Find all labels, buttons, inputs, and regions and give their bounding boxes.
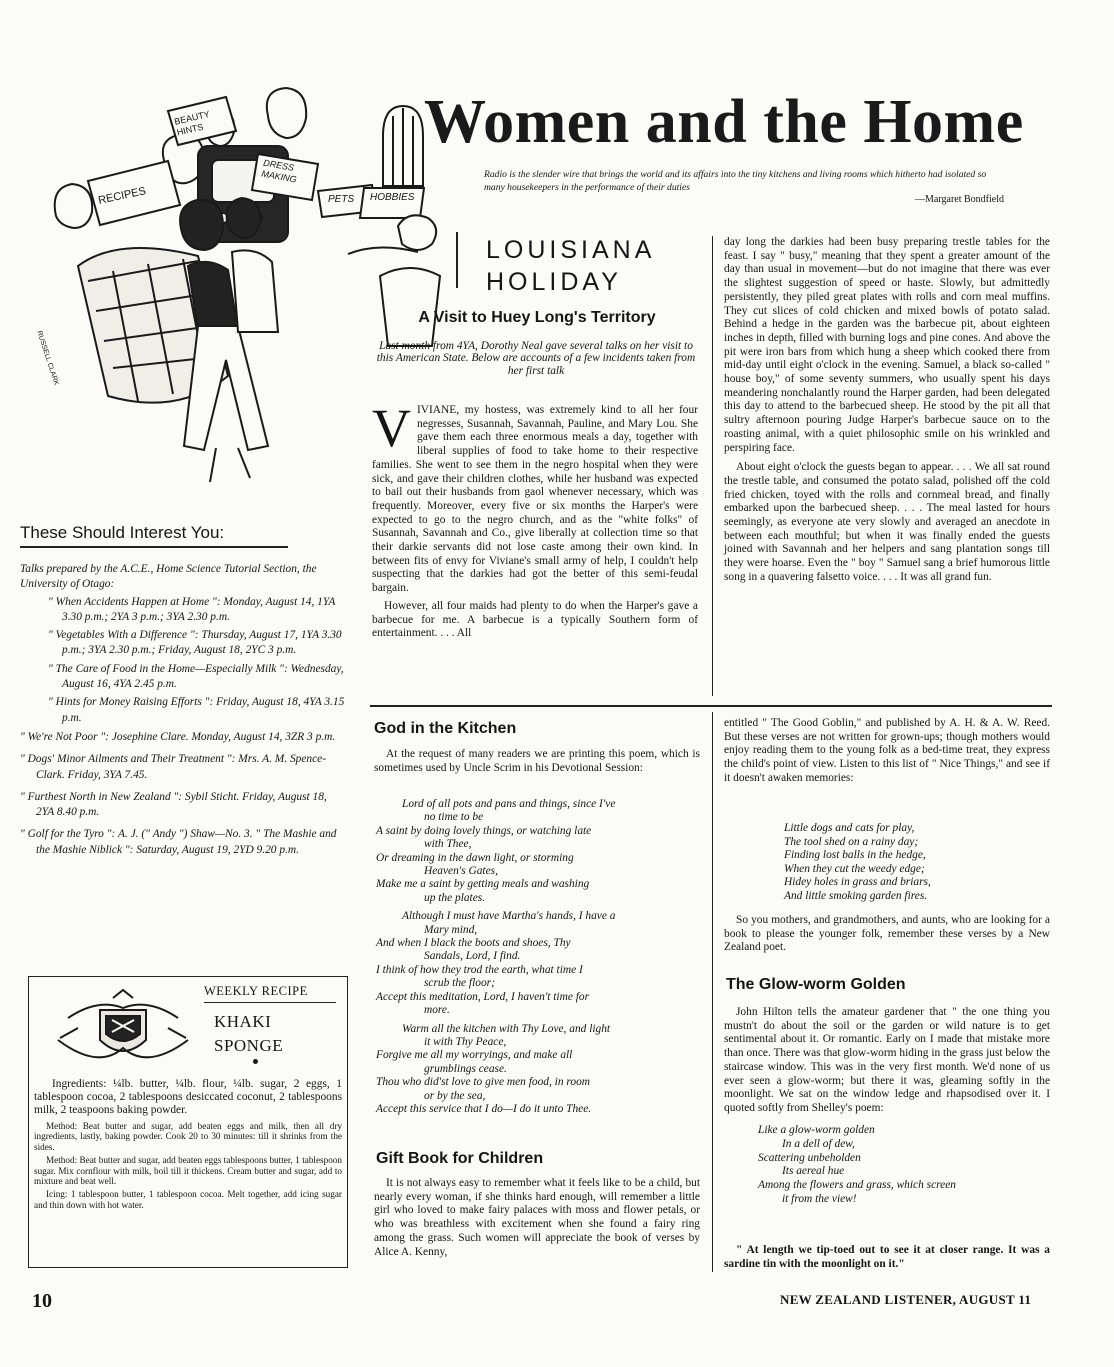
recipe-ingredients: Ingredients: ¼lb. butter, ¼lb. flour, ¼lb. sugar, 2 eggs, 1 tablespoon cocoa, 2 tablespoons desiccated coconut, 2 tablespoons milk, 2 teaspoons baking powder.	[34, 1078, 342, 1116]
poem-line: And when I black the boots and shoes, Thy	[376, 937, 571, 950]
recipe-label-rule	[204, 1002, 336, 1003]
god-in-kitchen-heading: God in the Kitchen	[374, 720, 517, 737]
poem-line: Accept this service that I do—I do it unto Thee.	[376, 1102, 592, 1115]
radio-talks-list	[20, 562, 346, 865]
poem-line: or by the sea,	[424, 1089, 486, 1102]
gift-book-continued: entitled " The Good Goblin," and published by A. H. & A. W. Reed. But these verses are not written for grown-ups; though mothers would enjoy reading them to the young folk as a bed-time treat, they express the child's point of view. Listen to this list of " Nice Things," and see if it doesn't awaken memories:	[724, 717, 1050, 784]
poem-line: Mary mind,	[424, 923, 478, 936]
poem-line: The tool shed on a rainy day;	[784, 835, 919, 848]
poem-line: A saint by doing lovely things, or watching late	[376, 824, 592, 837]
poem-stanza	[376, 910, 702, 1017]
louisiana-heading-rule	[456, 232, 458, 288]
poem-line: scrub the floor;	[424, 977, 495, 990]
louisiana-paragraph-2: However, all four maids had plenty to do when the Harper's gave a barbecue for me. A barbecue is a typically Southern form of entertainment. . . . All	[372, 599, 698, 640]
article-intro: Last month from 4YA, Dorothy Neal gave several talks on her visit to this American State. Below are accounts of a few incidents taken from her first talk	[376, 340, 696, 377]
recipe-method-1: Method: Beat butter and sugar, add beaten eggs and milk, then all dry ingredients, lastly, baking powder. Cook 20 to 30 minutes: till it shrinks from the sides.	[34, 1121, 342, 1152]
column-divider	[712, 236, 713, 696]
god-in-kitchen-intro: At the request of many readers we are printing this poem, which is sometimes used by Uncle Scrim in his Devotional Session:	[374, 748, 700, 774]
gift-book-heading: Gift Book for Children	[376, 1150, 544, 1167]
recipe-title-line-2: SPONGE	[214, 1036, 284, 1055]
poem-line: Finding lost balls in the hedge,	[784, 849, 926, 862]
poem-line: Sandals, Lord, I find.	[424, 950, 521, 963]
poem-line: with Thee,	[424, 838, 472, 851]
publication-footer: NEW ZEALAND LISTENER, AUGUST 11	[780, 1292, 1032, 1307]
poem-line: it from the view!	[782, 1192, 857, 1205]
louisiana-paragraph-3: day long the darkies had been busy preparing trestle tables for the feast. I say " busy," meaning that they spent a greater amount of the day than usual in movement—but do not imagine that there was ever the slightest suggestion of speed or haste. Slowly, but admittedly persistently, they piled great plates with rolls and corn meal muffins. They cut slices of cold chicken and mixed bowls of potato salad. Behind a hedge in the garden was the barbecue pit, about eighteen inches in depth, filled with burning logs and pine cones. And above the pit were iron bars from which hung a sheep which cooked there from mid-day until eight o'clock in the evening. Samuel, a black so-called " house boy," of some seventy summers, who usually spent his days meandering nonchalantly round the Harper garden, had been delegated this day to attend to the barbecued sheep. He stood by the pit all that sultry afternoon pouring Judge Harper's barbecue sauce on to the roasting animal, with a quiet philosophic smile on his wrinkled and perspiring face.	[724, 236, 1050, 454]
illustration-label-pets: PETS	[328, 194, 355, 205]
interest-heading-underline	[20, 546, 288, 548]
recipe-method-2: Method: Beat butter and sugar, add beaten eggs tablespoons butter, 1 tablespoon sugar. Mix cornflour with milk, boil till it thickens. Cream butter and sugar, add to mixture and beat well.	[34, 1155, 342, 1187]
recipe-title-line-1: KHAKI	[214, 1012, 272, 1031]
list-item: " Furthest North in New Zealand ": Sybil Sticht. Friday, August 18, 2YA 8.40 p.m.	[20, 790, 327, 819]
poem-line: more.	[424, 1004, 450, 1017]
list-item: " Hints for Money Raising Efforts ": Friday, August 18, 4YA 3.15 p.m.	[48, 696, 345, 724]
nice-things-poem	[784, 822, 1024, 904]
poem-line: Warm all the kitchen with Thy Love, and light	[402, 1022, 611, 1035]
illustration-signature: RUSSELL CLARK	[35, 330, 60, 387]
poem-line: Although I must have Martha's hands, I have a	[402, 910, 616, 923]
poem-line: I think of how they trod the earth, what time I	[376, 963, 583, 976]
poem-line: Forgive me all my worryings, and make all	[376, 1049, 573, 1062]
poem-stanza	[376, 798, 702, 905]
poem-line: Little dogs and cats for play,	[784, 822, 915, 834]
glow-worm-ending: " At length we tip-toed out to see it at closer range. It was a sardine tin with the moonlight on it."	[724, 1244, 1050, 1270]
drop-cap: V	[372, 398, 411, 458]
poem-line: grumblings cease.	[424, 1062, 507, 1075]
poem-line: Scattering unbeholden	[758, 1151, 861, 1164]
illustration-label-recipes: RECIPES	[97, 185, 148, 207]
poem-line: up the plates.	[424, 891, 486, 904]
illustration-label-dress-making: DRESS MAKING	[260, 157, 298, 185]
louisiana-paragraph-1: IVIANE, my hostess, was extremely kind to all her four negresses, Susannah, Savannah, Pauline, and Mary Lou. She gave them each three enormous meals a day, together with liberal supplies of food to take home to their respective families. She went to see them in the negro hospital when they were sick, and gave their children clothes, while her husband was expected to bail out their husbands from gaol whenever necessary, which was frequently. Moreover, every five or six months the Harper's were expected to go to the negro church, and as the "white folks" of Susannah, Savannah and Co., give liberally at collection time so that their darkie servants did not lose caste among their own kind. In between fits of envy for Viviane's small army of help, I couldn't help suspecting that the darkies had got the better of this semi-feudal bargain.	[372, 404, 698, 595]
recipe-bullet-icon	[253, 1059, 258, 1064]
list-item: " We're Not Poor ": Josephine Clare. Monday, August 14, 3ZR 3 p.m.	[20, 730, 336, 743]
list-item: " Golf for the Tyro ": A. J. (" Andy ") Shaw—No. 3. " The Mashie and the Mashie Niblick ": Saturday, August 19, 2YD 9.20 p.m.	[20, 828, 337, 856]
shelley-poem	[758, 1124, 1048, 1207]
gift-book-closing: So you mothers, and grandmothers, and aunts, who are looking for a book to please the younger folk, remember these verses by a New Zealand poet.	[724, 914, 1050, 954]
poem-line: Heaven's Gates,	[424, 865, 498, 878]
gift-book-body: It is not always easy to remember what it feels like to be a child, but nearly every woman, if she thinks hard enough, will remember a little girl who loved to make fairy palaces with moss and flower petals, or who was breathless with excitement when she found a fairy ring among the grass. Such women will appreciate the book of verses by Alice A. Kenny,	[374, 1177, 700, 1258]
poem-line: And little smoking garden fires.	[784, 889, 928, 902]
interest-heading: These Should Interest You:	[20, 523, 225, 542]
poem-line: it with Thy Peace,	[424, 1035, 507, 1048]
poem-stanza	[376, 1022, 702, 1117]
page-title: Women and the Home	[424, 88, 1024, 156]
article-title-line-1: LOUISIANA	[486, 236, 656, 264]
poem-line: Like a glow-worm golden	[758, 1124, 875, 1136]
poem-line: Lord of all pots and pans and things, since I've	[402, 798, 616, 810]
glow-worm-body: John Hilton tells the amateur gardener that " the one thing you mustn't do about the soil or the garden or wild nature is to get sentimental about it. Or romantic. Early on I made that mistake more than once. There was that glow-worm hiding in the grass just below the staircase window. This was in the very first month. We'd none of us ever seen a glow-worm; but there it was, gleaming softly in the moonlight. We sat on the window ledge and rhapsodised over it. I quoted softly from Shelley's poem:	[724, 1006, 1050, 1114]
article-subtitle: A Visit to Huey Long's Territory	[418, 309, 656, 326]
list-item: " Vegetables With a Difference ": Thursday, August 17, 1YA 3.30 p.m.; 3YA 2.30 p.m.; Friday, August 18, 2YC 3 p.m.	[48, 629, 342, 657]
recipe-body	[34, 1078, 342, 1210]
article-title-line-2: HOLIDAY	[486, 268, 622, 296]
recipe-title	[214, 1010, 283, 1058]
kitchen-poem	[376, 798, 702, 1121]
poem-line: Accept this meditation, Lord, I haven't time for	[376, 990, 590, 1003]
louisiana-column-2	[724, 236, 1050, 589]
louisiana-paragraph-4: About eight o'clock the guests began to appear. . . . We all sat round the trestle table, and consumed the potato salad, polished off the cold fried chicken, toyed with the rolls and cornmeal bread, and finally embarked upon the barbecued sheep. . . . The meal lasted for hours seemingly, as everyone ate very slowly and averaged an anecdote in between each mouthful; but when it was finally ended the guests joined with Savannah and her helpers and sang plantation songs till they were hoarse. Even the " boy " Samuel sang a brief humorous little song in a quavering falsetto voice. . . . It was all grand fun.	[724, 461, 1050, 583]
epigraph-quote: Radio is the slender wire that brings the world and its affairs into the tiny kitchens and living rooms which hitherto had isolated so many housekeepers in the performance of their duties	[484, 169, 987, 193]
poem-line: Among the flowers and grass, which screen	[758, 1179, 956, 1192]
poem-line: Hidey holes in grass and briars,	[784, 876, 931, 889]
recipe-icing: Icing: 1 tablespoon butter, 1 tablespoon cocoa. Melt together, add icing sugar and thin down with hot water.	[34, 1189, 342, 1210]
poem-line: no time to be	[424, 811, 484, 824]
epigraph-attribution: —Margaret Bondfield	[915, 194, 1004, 205]
poem-line: Or dreaming in the dawn light, or storming	[376, 851, 574, 864]
column-divider-lower	[712, 712, 713, 1272]
poem-line: In a dell of dew,	[782, 1137, 855, 1150]
poem-line: Its aereal hue	[782, 1165, 845, 1178]
recipe-label: WEEKLY RECIPE	[204, 984, 308, 998]
crest-icon	[48, 988, 198, 1070]
illustration-label-hobbies: HOBBIES	[370, 192, 415, 203]
list-item: " The Care of Food in the Home—Especially Milk ": Wednesday, August 16, 4YA 2.45 p.m.	[48, 662, 344, 691]
radio-talks-intro: Talks prepared by the A.C.E., Home Science Tutorial Section, the University of Otago:	[20, 563, 317, 591]
list-item: " When Accidents Happen at Home ": Monday, August 14, 1YA 3.30 p.m.; 2YA 3 p.m.; 3YA 2.30 p.m.	[48, 595, 336, 623]
article-title	[486, 234, 696, 298]
glow-worm-heading: The Glow-worm Golden	[726, 976, 906, 993]
section-rule	[370, 705, 1052, 707]
list-item: " Dogs' Minor Ailments and Their Treatment ": Mrs. A. M. Spence-Clark. Friday, 3YA 7.45.	[20, 753, 327, 781]
louisiana-column-1	[372, 398, 698, 645]
page-number: 10	[32, 1290, 52, 1312]
illustration-label-beauty-hints: BEAUTY HINTS	[173, 108, 211, 138]
poem-line: Thou who did'st love to give men food, in room	[376, 1076, 590, 1089]
poem-line: Make me a saint by getting meals and washing	[376, 878, 590, 891]
poem-line: When they cut the weedy edge;	[784, 862, 925, 875]
